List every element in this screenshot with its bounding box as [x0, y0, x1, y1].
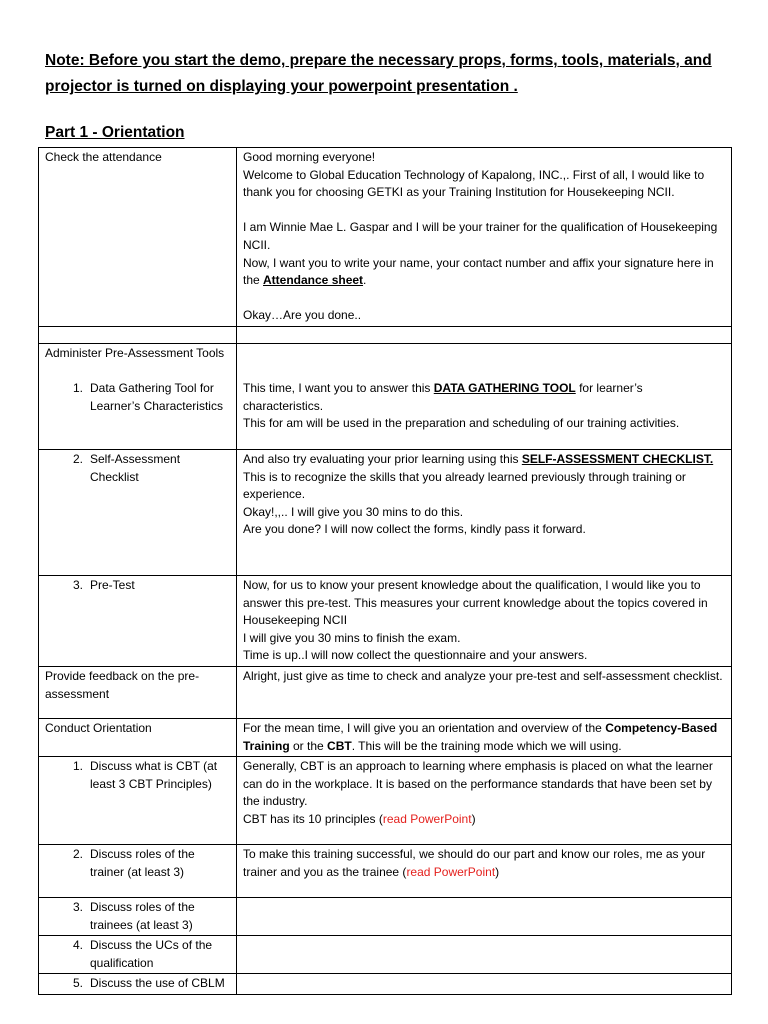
script-cell: [237, 974, 732, 995]
list-item: [45, 758, 230, 793]
list-item: [45, 899, 230, 934]
script-text: Good morning everyone!: [243, 150, 376, 164]
table-row: [39, 757, 732, 845]
activity-cell: [39, 974, 237, 995]
item-number: 1.: [72, 759, 83, 774]
activity-label: Conduct Orientation: [45, 720, 152, 735]
script-cell: [237, 575, 732, 666]
activity-cell: [39, 343, 237, 449]
script-cell: [237, 898, 732, 936]
table-row: [39, 449, 732, 575]
script-text: I will give you 30 mins to finish the exam.: [243, 630, 461, 645]
script-text: To make this training successful, we should do our part and know our roles, me as your trainer and you as the trainee (read PowerPoint): [243, 847, 706, 879]
script-text: Are you done? I will now collect the forms, kindly pass it forward.: [243, 522, 586, 537]
table-row: [39, 898, 732, 936]
script-cell: [237, 666, 732, 718]
script-text: This for am will be used in the preparation and scheduling of our training activities.: [243, 416, 680, 431]
script-text: I am Winnie Mae L. Gaspar and I will be your trainer for the qualification of Housekeeping NCII.: [243, 220, 718, 252]
activity-label: Discuss roles of the trainees (at least 3): [90, 900, 195, 932]
script-cell: [237, 148, 732, 327]
activity-cell: [39, 845, 237, 898]
activity-label: Discuss the UCs of the qualification: [90, 938, 213, 970]
list-item: [45, 577, 230, 595]
script-text: For the mean time, I will give you an orientation and overview of the Competency-Based Training or the CBT. This will be the training mode which we will using.: [243, 720, 718, 753]
list-item: [45, 975, 230, 993]
table-row: [39, 974, 732, 995]
read-powerpoint-cue: read PowerPoint: [382, 811, 472, 826]
script-text: This time, I want you to answer this DATA GATHERING TOOL for learner’s characteristics.: [243, 381, 643, 413]
activity-label: Check the attendance: [45, 150, 162, 164]
item-number: 3.: [72, 900, 83, 915]
script-cell: [237, 449, 732, 575]
script-text: Welcome to Global Education Technology of Kapalong, INC.,. First of all, I would like to thank you for choosing GETKI as your Training Institution for Housekeeping NCII.: [243, 167, 705, 200]
read-powerpoint-cue: read PowerPoint: [406, 864, 496, 879]
activity-cell: [39, 757, 237, 845]
activity-cell: [39, 575, 237, 666]
activity-label: Discuss what is CBT (at least 3 CBT Principles): [90, 759, 218, 791]
table-row: [39, 326, 732, 343]
script-cell: [237, 718, 732, 756]
table-row: [39, 936, 732, 974]
item-number: 3.: [72, 577, 83, 592]
activity-label: Data Gathering Tool for Learner’s Characteristics: [90, 381, 223, 413]
table-row: [39, 343, 732, 449]
list-item: [45, 451, 230, 486]
table-row: [39, 148, 732, 327]
list-item: [45, 937, 230, 972]
activity-cell: [39, 148, 237, 327]
item-number: 1.: [72, 381, 83, 396]
demo-note: Note: Before you start the demo, prepare the necessary props, forms, tools, materials, and projector is turned on displaying your powerpoint presentation .: [45, 52, 712, 95]
item-number: 4.: [72, 938, 83, 953]
script-text: Okay…Are you done..: [243, 308, 362, 323]
table-row: [39, 718, 732, 756]
item-number: 2.: [72, 847, 83, 862]
script-text: And also try evaluating your prior learning using this SELF-ASSESSMENT CHECKLIST.: [243, 451, 714, 466]
table-row: [39, 845, 732, 898]
activity-label: Discuss the use of CBLM: [90, 976, 225, 991]
list-item: [45, 846, 230, 881]
script-text: Now, I want you to write your name, your contact number and affix your signature here in the Attendance sheet.: [243, 255, 714, 288]
activity-label: Provide feedback on the pre-assessment: [45, 668, 200, 701]
cbt-abbrev: CBT: [327, 738, 352, 753]
self-assessment-checklist-label: SELF-ASSESSMENT CHECKLIST.: [521, 451, 714, 466]
script-cell: [237, 343, 732, 449]
attendance-sheet-label: Attendance sheet: [263, 273, 364, 288]
orientation-table: [38, 147, 732, 995]
script-text: This is to recognize the skills that you already learned previously through training or experience.: [243, 469, 686, 502]
activity-label: Discuss roles of the trainer (at least 3): [90, 847, 195, 879]
item-number: 5.: [72, 976, 83, 991]
list-item: [45, 380, 230, 415]
activity-cell: [39, 666, 237, 718]
script-text: Generally, CBT is an approach to learning where emphasis is placed on what the learner can do in the workplace. It is based on the performance standards that have been set by the industry.: [243, 759, 713, 809]
script-text: CBT has its 10 principles (read PowerPoint): [243, 811, 476, 826]
data-gathering-tool-label: DATA GATHERING TOOL: [433, 381, 576, 396]
item-number: 2.: [72, 451, 83, 466]
script-cell: [237, 936, 732, 974]
cbt-term: Competency-Based Training: [243, 720, 718, 753]
script-cell: [237, 757, 732, 845]
activity-cell: [39, 936, 237, 974]
activity-label: Pre-Test: [90, 577, 135, 592]
script-cell: [237, 845, 732, 898]
activity-cell: [39, 449, 237, 575]
activity-cell: [39, 718, 237, 756]
table-row: [39, 575, 732, 666]
script-text: Alright, just give as time to check and analyze your pre-test and self-assessment checklist.: [243, 668, 723, 683]
script-text: Now, for us to know your present knowledge about the qualification, I would like you to answer this pre-test. This measures your current knowledge about the topics covered in Housekeeping NCII: [243, 577, 708, 628]
activity-cell: [39, 898, 237, 936]
part-title: Part 1 - Orientation: [45, 124, 185, 141]
script-text: Time is up..I will now collect the questionnaire and your answers.: [243, 648, 588, 663]
activity-label: Self-Assessment Checklist: [90, 451, 181, 484]
table-row: [39, 666, 732, 718]
script-text: Okay!,,.. I will give you 30 mins to do this.: [243, 504, 464, 519]
activity-label: Administer Pre-Assessment Tools: [45, 345, 225, 360]
